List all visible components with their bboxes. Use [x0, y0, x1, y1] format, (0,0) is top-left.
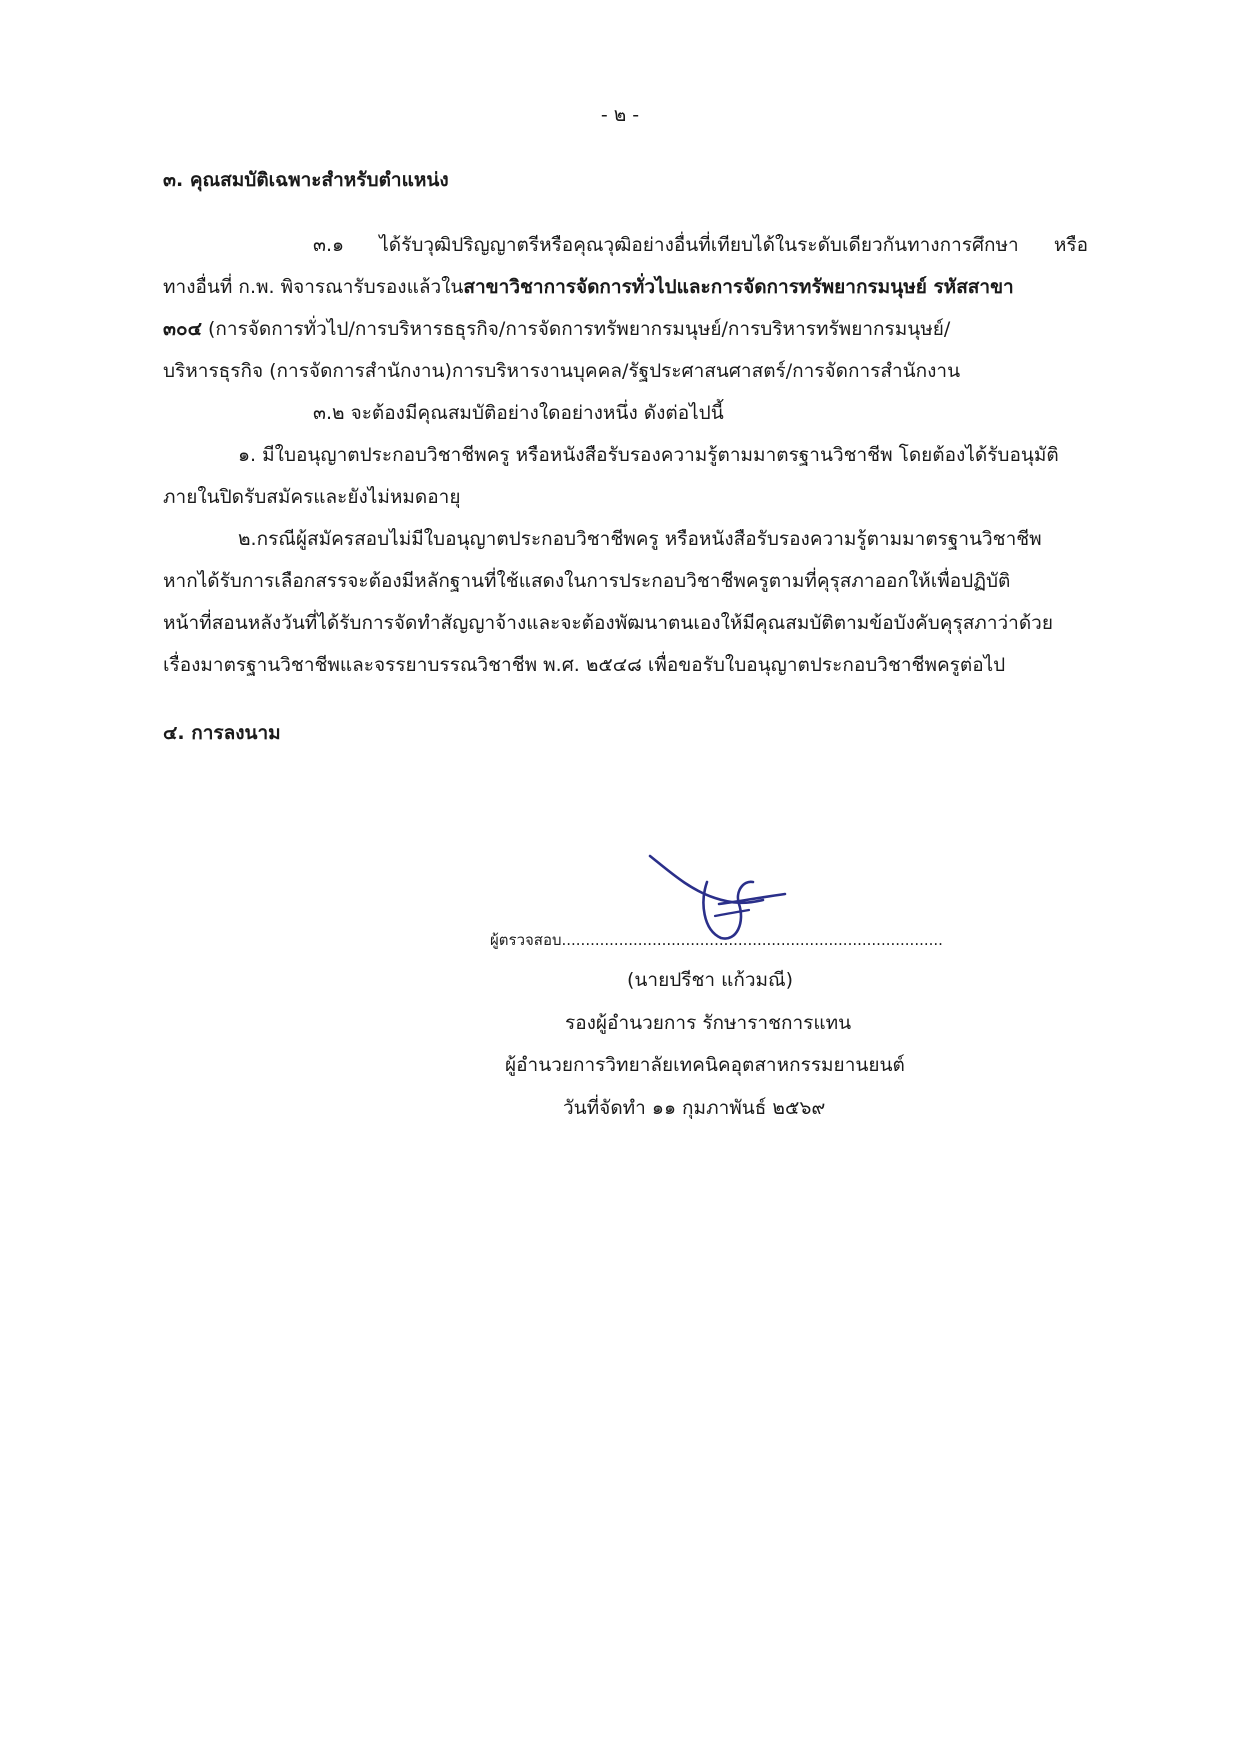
signer-name: (นายปรีชา แก้วมณี): [627, 969, 794, 991]
signature-dots: ................................................................................: [561, 931, 943, 949]
checker-label: ผู้ตรวจสอบ: [490, 931, 562, 949]
item-3-1-line-4: บริหารธุรกิจ (การจัดการสำนักงาน)การบริหารงานบุคคล/รัฐประศาสนศาสตร์/การจัดการสำนักงาน: [163, 360, 961, 382]
item-3-1-line-3: [163, 308, 1088, 350]
section-4-heading: ๔. การลงนาม: [163, 722, 281, 744]
item-3-1-line-3-text: (การจัดการทั่วไป/การบริหารธธุรกิจ/การจัดการทรัพยากรมนุษย์/การบริหารทรัพยากรมนุษย์/: [201, 318, 951, 340]
signer-position-2: ผู้อำนวยการวิทยาลัยเทคนิคอุตสาหกรรมยานยนต์: [505, 1054, 905, 1076]
item-3-1-line-1: ๓.๑ ได้รับวุฒิปริญญาตรีหรือคุณวุฒิอย่างอื่นที่เทียบได้ในระดับเดียวกันทางการศึกษา หรือ: [313, 234, 1088, 256]
item-3-2-sub-2-line-3: หน้าที่สอนหลังวันที่ได้รับการจัดทำสัญญาจ้างและจะต้องพัฒนาตนเองให้มีคุณสมบัติตามข้อบังคับคุรุสภาว่าด้วย: [163, 612, 1053, 634]
item-3-1-line-2-text: ทางอื่นที่ ก.พ. พิจารณารับรองแล้วใน: [163, 276, 464, 298]
page-number: - ๒ -: [600, 104, 640, 126]
section-3-heading: ๓. คุณสมบัติเฉพาะสำหรับตำแหน่ง: [163, 169, 449, 191]
item-3-1: [163, 224, 1088, 686]
checker-line: [490, 928, 943, 952]
item-3-1-field-of-study: สาขาวิชาการจัดการทั่วไปและการจัดการทรัพยากรมนุษย์ รหัสสาขา: [463, 276, 1014, 298]
signer-position-1: รองผู้อำนวยการ รักษาราชการแทน: [565, 1012, 852, 1034]
item-3-1-line-2: [163, 266, 1088, 308]
item-3-2-intro: ๓.๒ จะต้องมีคุณสมบัติอย่างใดอย่างหนึ่ง ดังต่อไปนี้: [313, 402, 724, 424]
item-3-2-sub-2-line-1: ๒.กรณีผู้สมัครสอบไม่มีใบอนุญาตประกอบวิชาชีพครู หรือหนังสือรับรองความรู้ตามมาตรฐานวิชาชีพ: [238, 528, 1042, 550]
item-3-2-sub-1-line-1: ๑. มีใบอนุญาตประกอบวิชาชีพครู หรือหนังสือรับรองความรู้ตามมาตรฐานวิชาชีพ โดยต้องได้รับอนุมัติ: [238, 444, 1059, 466]
document-date: วันที่จัดทำ ๑๑ กุมภาพันธ์ ๒๕๖๙: [563, 1097, 826, 1119]
item-3-2-sub-2-line-2: หากได้รับการเลือกสรรจะต้องมีหลักฐานที่ใช้แสดงในการประกอบวิชาชีพครูตามที่คุรุสภาออกให้เพื่อปฏิบัติ: [163, 570, 1011, 592]
item-3-1-field-code: ๓๐๔: [163, 318, 202, 340]
item-3-2-sub-2-line-4: เรื่องมาตรฐานวิชาชีพและจรรยาบรรณวิชาชีพ พ.ศ. ๒๕๔๘ เพื่อขอรับใบอนุญาตประกอบวิชาชีพครูต่อไป: [163, 654, 1006, 676]
item-3-2-sub-1-line-2: ภายในปิดรับสมัครและยังไม่หมดอายุ: [163, 486, 461, 508]
